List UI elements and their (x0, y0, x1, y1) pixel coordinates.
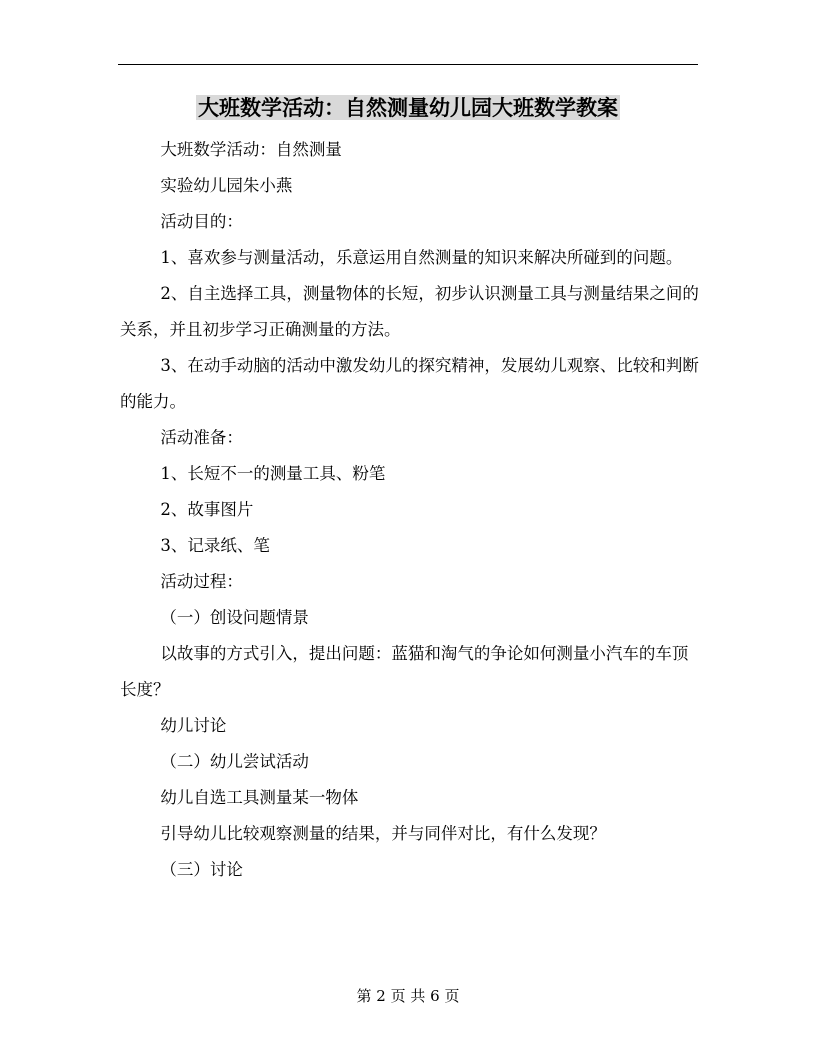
paragraph-process-heading: 活动过程： (160, 572, 243, 591)
paragraph-goals-heading: 活动目的： (160, 212, 243, 231)
paragraph-goal-3: 3、在动手动脑的活动中激发幼儿的探究精神，发展幼儿观察、比较和判断的能力。 (120, 356, 699, 411)
header-rule (118, 64, 698, 65)
paragraph-goal-2: 2、自主选择工具，测量物体的长短，初步认识测量工具与测量结果之间的关系，并且初步学习正确测量的方法。 (120, 284, 699, 339)
paragraph-prep-heading: 活动准备： (160, 428, 243, 447)
paragraph-step-2-heading: （二）幼儿尝试活动 (160, 752, 309, 771)
paragraph-step-2-guide: 引导幼儿比较观察测量的结果，并与同伴对比，有什么发现？ (160, 824, 606, 843)
paragraph-step-3-heading: （三）讨论 (160, 860, 243, 879)
paragraph-prep-1: 1、长短不一的测量工具、粉笔 (160, 464, 386, 483)
document-body (120, 132, 700, 888)
page-footer: 第 2 页 共 6 页 (356, 987, 460, 1005)
paragraph-step-1-heading: （一）创设问题情景 (160, 608, 309, 627)
paragraph-subtitle: 大班数学活动：自然测量 (160, 140, 342, 159)
paragraph-author: 实验幼儿园朱小燕 (160, 176, 293, 195)
document-title (0, 92, 816, 124)
paragraph-goal-1: 1、喜欢参与测量活动，乐意运用自然测量的知识来解决所碰到的问题。 (160, 248, 683, 267)
paragraph-prep-2: 2、故事图片 (160, 500, 254, 519)
document-title-text: 大班数学活动：自然测量幼儿园大班数学教案 (198, 95, 618, 120)
paragraph-prep-3: 3、记录纸、笔 (160, 536, 270, 555)
paragraph-step-1-text: 以故事的方式引入，提出问题：蓝猫和淘气的争论如何测量小汽车的车顶长度？ (120, 644, 689, 699)
paragraph-step-2-text: 幼儿自选工具测量某一物体 (160, 788, 359, 807)
paragraph-step-1-discussion: 幼儿讨论 (160, 716, 227, 735)
